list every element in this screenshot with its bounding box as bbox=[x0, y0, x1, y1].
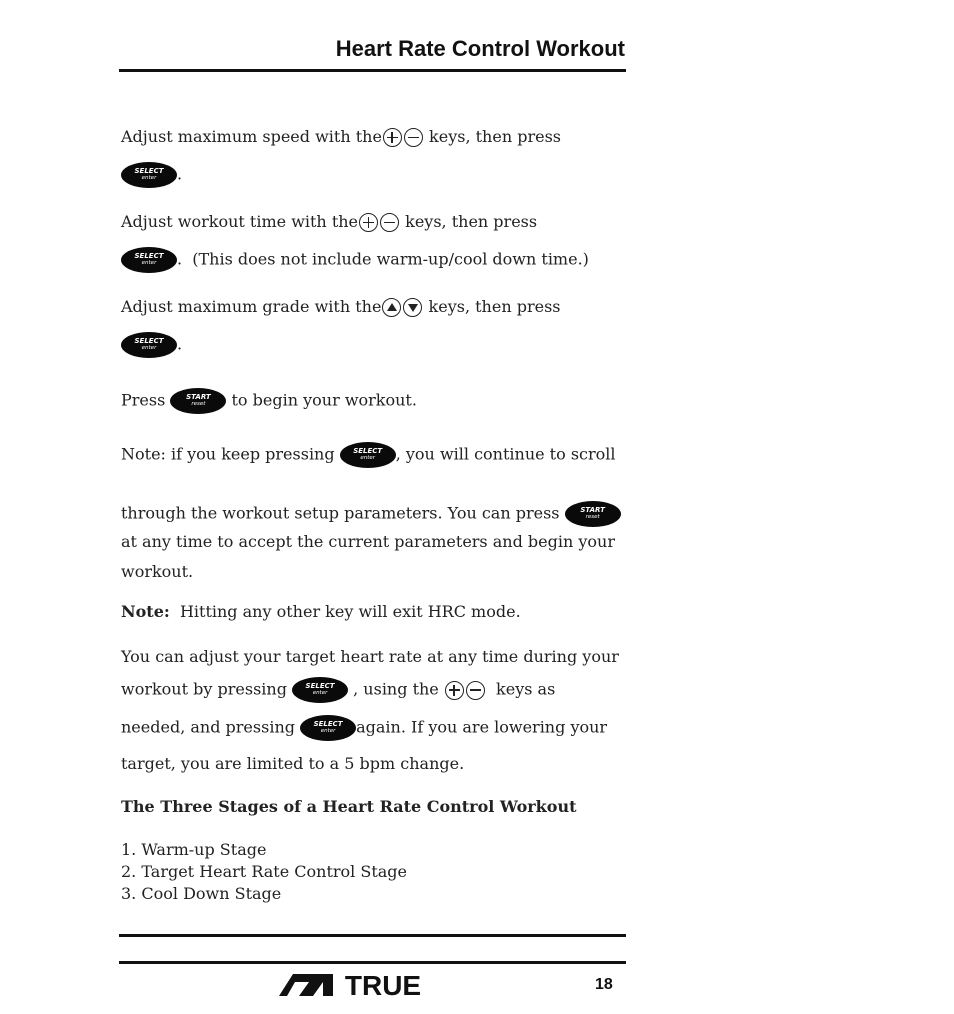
grade-select-line: SELECT enter . bbox=[121, 332, 182, 358]
down-arrow-key-icon bbox=[403, 298, 422, 317]
select-key-icon: SELECT enter bbox=[340, 442, 396, 468]
start-key-icon: START reset bbox=[565, 501, 621, 527]
select-key-icon: SELECT enter bbox=[121, 332, 177, 358]
true-logo bbox=[279, 972, 435, 1003]
minus-key-icon bbox=[404, 128, 423, 147]
minus-key-icon bbox=[380, 213, 399, 232]
select-key-icon: SELECT enter bbox=[121, 162, 177, 188]
footer-rule-top bbox=[119, 934, 626, 937]
adjust-text-2: , using the bbox=[353, 679, 439, 699]
adjust-line-1: You can adjust your target heart rate at any time during your bbox=[121, 647, 619, 666]
stage-item: 2. Target Heart Rate Control Stage bbox=[121, 862, 407, 881]
grade-text: Adjust maximum grade with the bbox=[121, 297, 382, 316]
time-text: Adjust workout time with the bbox=[121, 212, 359, 231]
page-number: 18 bbox=[595, 976, 613, 993]
through-line bbox=[121, 501, 621, 527]
minus-key-icon bbox=[466, 681, 485, 700]
select-key-icon: SELECT enter bbox=[121, 247, 177, 273]
time-text-2: keys, then press bbox=[405, 212, 538, 231]
note2-text: Hitting any other key will exit HRC mode. bbox=[179, 602, 521, 621]
plus-key-icon bbox=[383, 128, 402, 147]
speed-select-line: SELECT enter . bbox=[121, 162, 182, 188]
note2-line bbox=[121, 602, 521, 622]
stage-item: 3. Cool Down Stage bbox=[121, 884, 282, 903]
adjust-line-2 bbox=[121, 677, 555, 703]
adjust-line-3 bbox=[121, 715, 607, 741]
speed-text: Adjust maximum speed with the bbox=[121, 127, 382, 146]
brand-text: TRUE bbox=[344, 972, 422, 998]
note-text: Note: if you keep pressing bbox=[121, 444, 335, 464]
adjust-text-5: again. If you are lowering your bbox=[356, 717, 608, 737]
speed-line bbox=[121, 127, 561, 147]
stages-heading: The Three Stages of a Heart Rate Control Workout bbox=[121, 797, 577, 816]
adjust-text: workout by pressing bbox=[121, 679, 287, 699]
workout-line: workout. bbox=[121, 562, 194, 581]
adjust-text-4: needed, and pressing bbox=[121, 717, 295, 737]
adjust-line-4: target, you are limited to a 5 bpm change. bbox=[121, 754, 465, 773]
note-line bbox=[121, 442, 616, 468]
time-note: (This does not include warm-up/cool down time.) bbox=[192, 249, 589, 269]
time-line bbox=[121, 212, 537, 232]
through-text: through the workout setup parameters. You can press bbox=[121, 503, 560, 523]
speed-text-2: keys, then press bbox=[429, 127, 561, 146]
page-title: Heart Rate Control Workout bbox=[335, 36, 625, 61]
time-select-line: SELECT enter . (This does not include warm-up/cool down time.) bbox=[121, 247, 589, 273]
true-logo-icon bbox=[279, 972, 435, 998]
press-text: Press bbox=[121, 390, 166, 410]
accept-line: at any time to accept the current parameters and begin your bbox=[121, 532, 615, 551]
start-line bbox=[121, 388, 417, 414]
select-key-icon: SELECT enter bbox=[292, 677, 348, 703]
up-arrow-key-icon bbox=[382, 298, 401, 317]
footer-rule-bottom bbox=[119, 961, 626, 964]
note-label: Note: bbox=[121, 602, 170, 621]
plus-key-icon bbox=[359, 213, 378, 232]
begin-text: to begin your workout. bbox=[231, 390, 417, 410]
adjust-text-3: keys as bbox=[496, 679, 556, 699]
header-rule bbox=[119, 69, 626, 72]
stage-item: 1. Warm-up Stage bbox=[121, 840, 267, 859]
grade-text-2: keys, then press bbox=[428, 297, 561, 316]
plus-key-icon bbox=[445, 681, 464, 700]
select-key-icon: SELECT enter bbox=[300, 715, 356, 741]
note-text-2: , you will continue to scroll bbox=[395, 444, 616, 464]
grade-line bbox=[121, 297, 561, 317]
start-key-icon: START reset bbox=[170, 388, 226, 414]
